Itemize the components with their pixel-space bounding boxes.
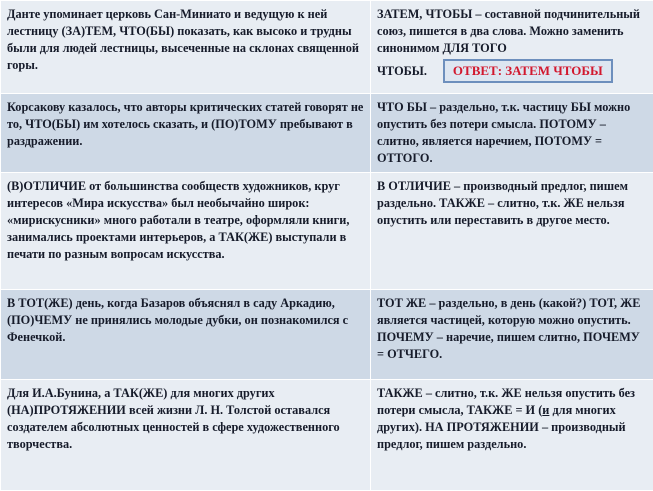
sentence-cell: В ТОТ(ЖЕ) день, когда Базаров объяснял в саду Аркадию, (ПО)ЧЕМУ не принялись молодые дубки, он познакомился с Фенечкой. [1, 290, 371, 380]
explanation-cell [371, 1, 653, 94]
sentence-cell: (В)ОТЛИЧИЕ от большинства сообществ художников, круг интересов «Мира искусства» был необычайно широк: «мирискусники» много работали в театре, оформляли книги, занимались проектами интерьеров, а ТАК(ЖЕ) выступали в печати по разным вопросам искусства. [1, 173, 371, 290]
sentence-cell: Данте упоминает церковь Сан-Миниато и ведущую к ней лестницу (ЗА)ТЕМ, ЧТО(БЫ) показать, как высоко и трудны были для людей лестницы, высеченные на склонах священной горы. [1, 1, 371, 94]
explanation-text: ТАКЖЕ – слитно, т.к. ЖЕ нельзя опустить без потери смысла, ТАКЖЕ = И ( [377, 386, 635, 417]
table-row [1, 290, 653, 380]
explanation-text-tail: для многих других). НА ПРОТЯЖЕНИИ – производный предлог, пишем раздельно. [377, 403, 626, 451]
explanation-cell: ТОТ ЖЕ – раздельно, в день (какой?) ТОТ, ЖЕ является частицей, которую можно опустить. ПОЧЕМУ – наречие, пишем слитно, ПОЧЕМУ = ОТЧЕГО. [371, 290, 653, 380]
table-row [1, 173, 653, 290]
explanation-text: ЗАТЕМ, ЧТОБЫ – составной подчинительный союз, пишется в два слова. Можно заменить синонимом ДЛЯ ТОГО [377, 7, 640, 55]
table-row [1, 94, 653, 173]
underlined-word: и [542, 403, 549, 417]
sentence-cell: Корсакову казалось, что авторы критических статей говорят не то, ЧТО(БЫ) им хотелось сказать, и (ПО)ТОМУ пребывают в раздражении. [1, 94, 371, 173]
answer-box: ОТВЕТ: ЗАТЕМ ЧТОБЫ [443, 59, 613, 83]
table-row [1, 1, 653, 94]
explanation-cell [371, 380, 653, 491]
table-row [1, 380, 653, 491]
explanation-text-tail: ЧТОБЫ. [377, 64, 427, 78]
sentence-cell: Для И.А.Бунина, а ТАК(ЖЕ) для многих других (НА)ПРОТЯЖЕНИИ всей жизни Л. Н. Толстой оставался создателем абсолютных ценностей в сфере художественного творчества. [1, 380, 371, 491]
explanation-cell: ЧТО БЫ – раздельно, т.к. частицу БЫ можно опустить без потери смысла. ПОТОМУ – слитно, является наречием, ПОТОМУ = ОТТОГО. [371, 94, 653, 173]
answer-line [377, 57, 647, 83]
explanation-cell: В ОТЛИЧИЕ – производный предлог, пишем раздельно. ТАКЖЕ – слитно, т.к. ЖЕ нельзя опустить или переставить в другое место. [371, 173, 653, 290]
